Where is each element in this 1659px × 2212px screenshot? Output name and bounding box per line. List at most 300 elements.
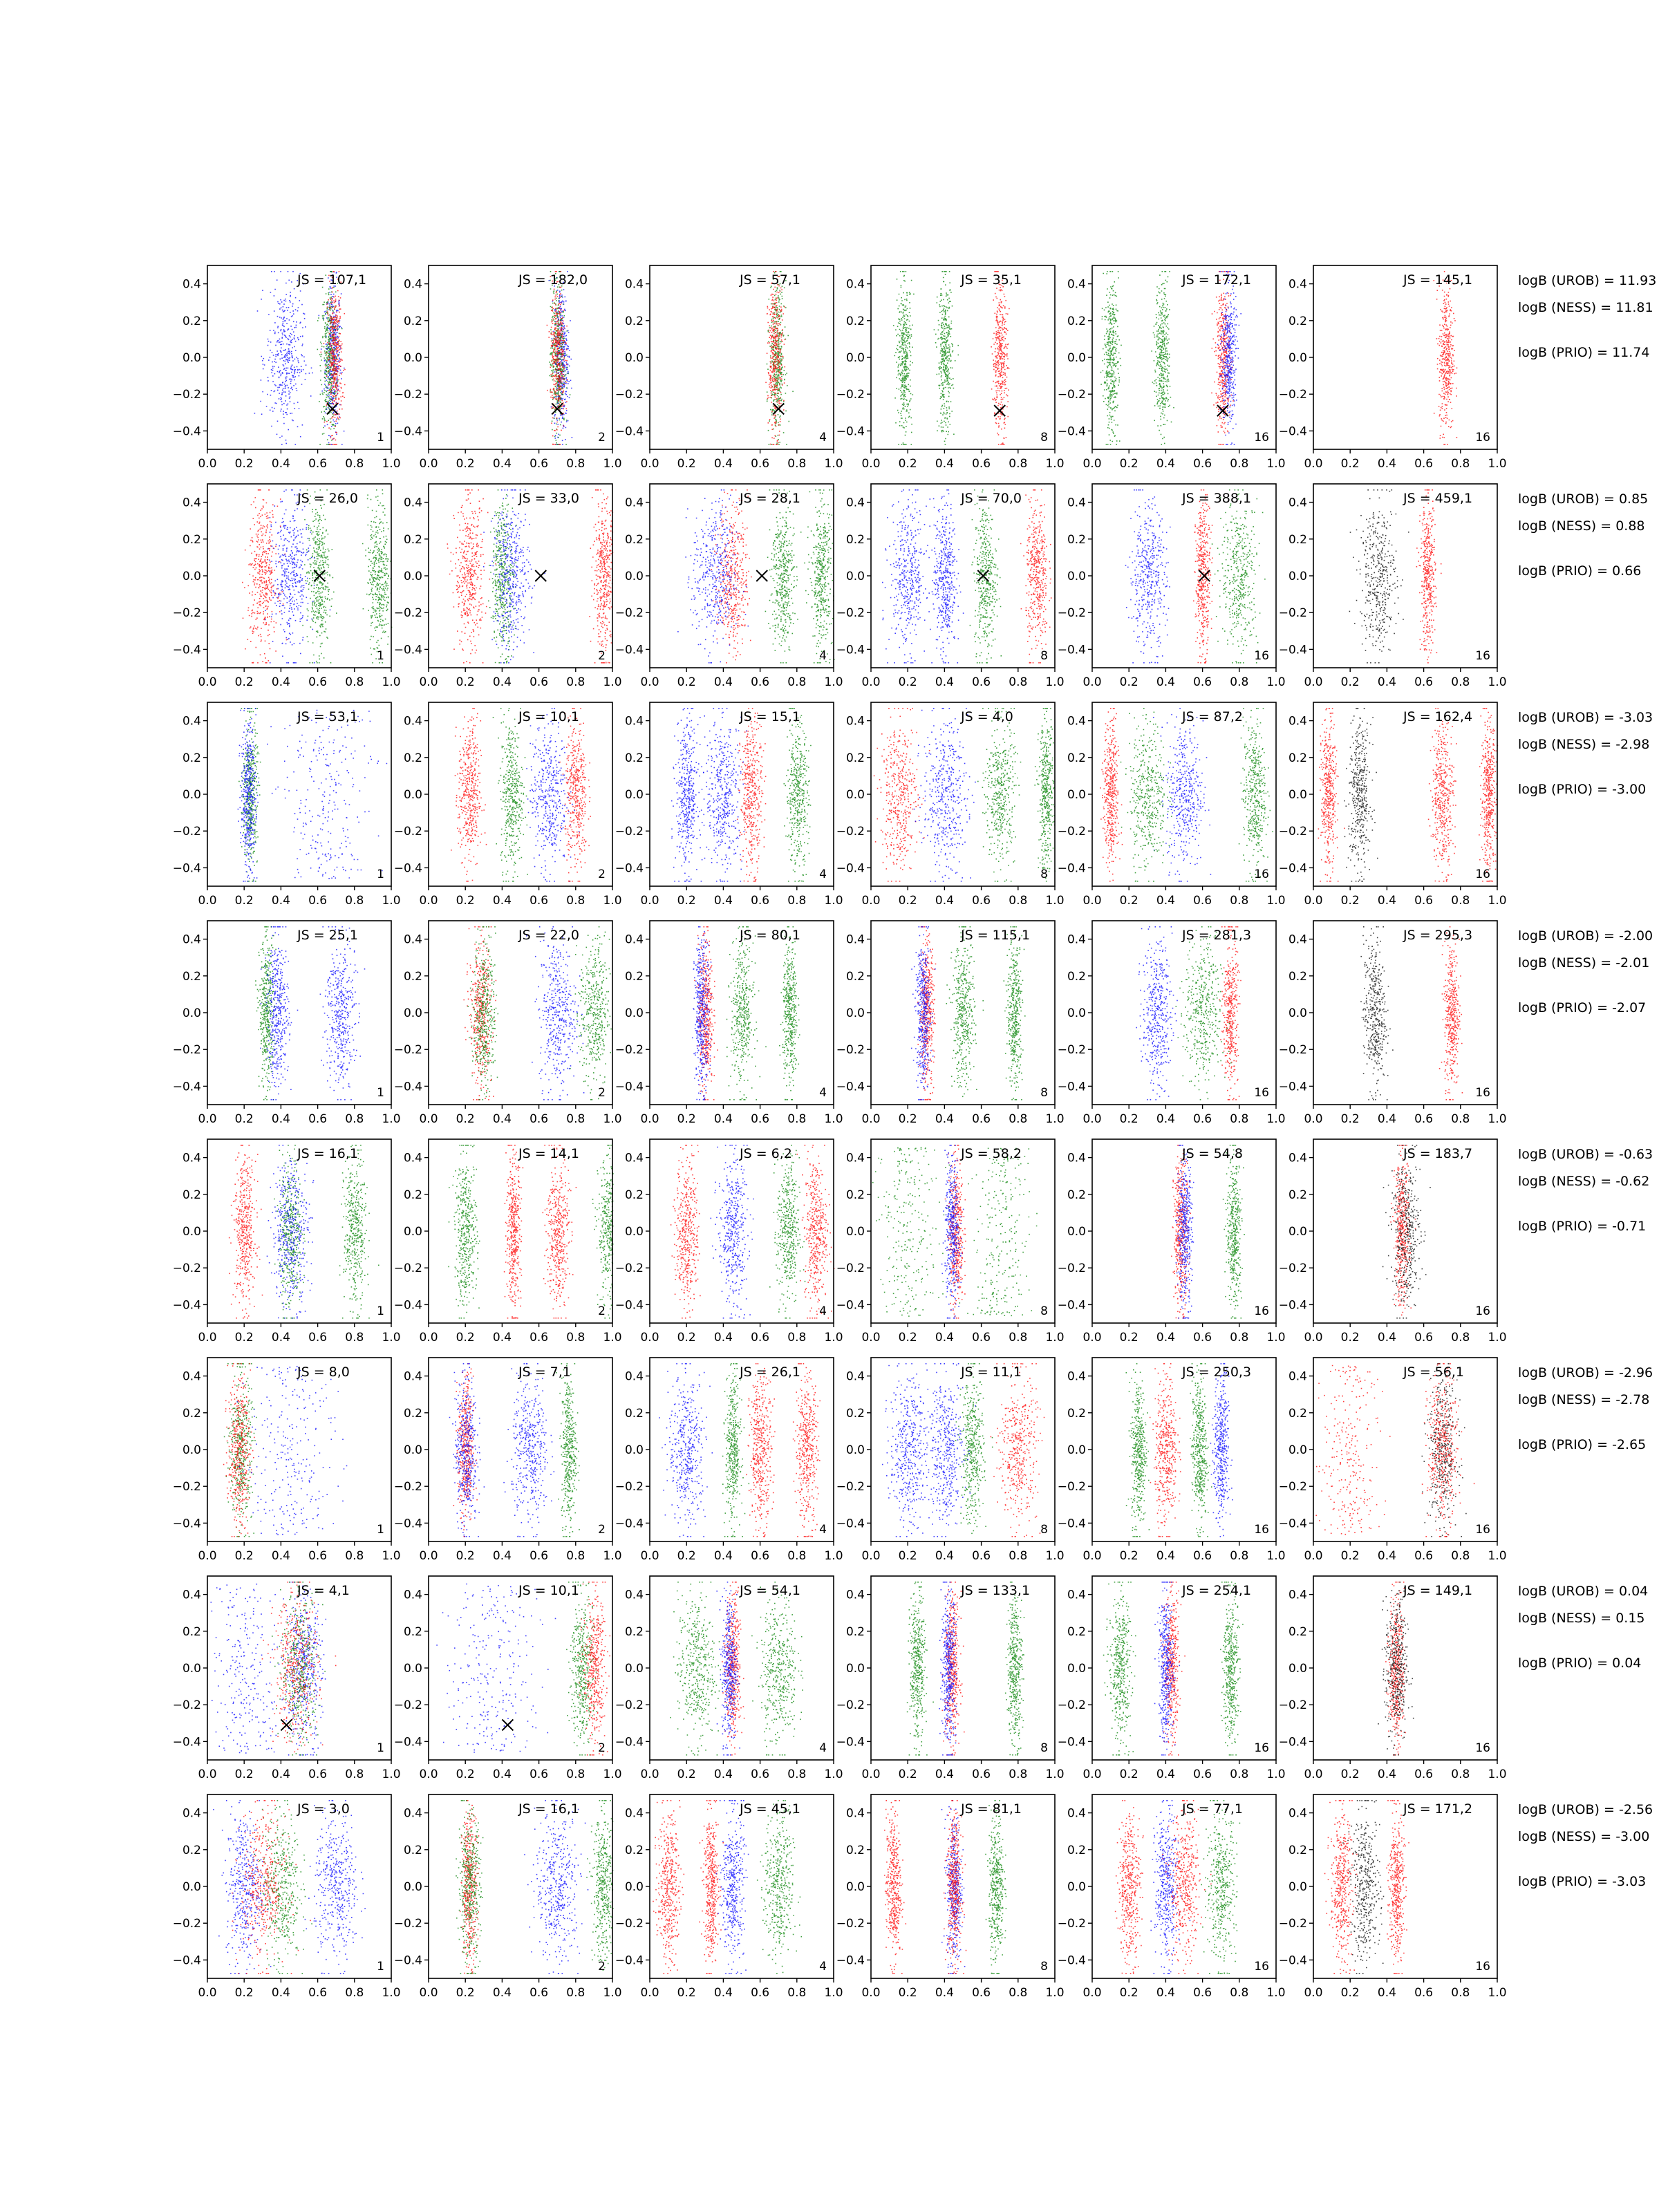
scatter-series-blue xyxy=(213,1800,271,1974)
panel-number: 4 xyxy=(819,1960,827,1974)
x-tick-label: 0.4 xyxy=(271,1986,290,2000)
logb-label: logB (UROB) = 11.93 xyxy=(1518,273,1657,288)
subplot-r3-c3 xyxy=(615,702,843,908)
y-tick-label: 0.0 xyxy=(624,1006,644,1020)
x-tick-label: 0.6 xyxy=(1414,1331,1434,1344)
x-tick-label: 0.2 xyxy=(234,1768,254,1781)
axes-frame xyxy=(429,1794,612,1978)
scatter-series-green xyxy=(448,1145,480,1319)
x-tick-label: 0.0 xyxy=(1082,675,1102,689)
true-value-marker xyxy=(502,1719,513,1730)
x-tick-label: 0.4 xyxy=(1377,1112,1396,1126)
scatter-series-green xyxy=(1100,271,1122,445)
y-tick-label: −0.4 xyxy=(615,861,644,876)
axes-frame xyxy=(207,1139,391,1323)
x-tick-label: 0.2 xyxy=(234,1112,254,1126)
panel-number: 2 xyxy=(598,1086,606,1100)
y-tick-label: 0.4 xyxy=(403,1369,422,1384)
panel-number: 16 xyxy=(1475,649,1490,663)
panel-number: 2 xyxy=(598,431,606,444)
x-tick-label: 0.0 xyxy=(861,457,881,471)
y-tick-label: 0.0 xyxy=(1288,1443,1307,1457)
scatter-series-green xyxy=(977,708,1021,882)
x-tick-label: 0.2 xyxy=(234,894,254,908)
x-tick-label: 0.4 xyxy=(271,1549,290,1563)
js-label: JS = 115,1 xyxy=(961,928,1031,943)
x-tick-label: 0.2 xyxy=(234,675,254,689)
y-tick-label: 0.0 xyxy=(624,1662,644,1676)
x-tick-label: 0.4 xyxy=(935,1986,954,2000)
scatter-series-green xyxy=(570,926,612,1100)
x-tick-label: 0.6 xyxy=(1414,1768,1434,1781)
logb-label: logB (UROB) = 0.04 xyxy=(1518,1584,1649,1599)
y-tick-label: 0.4 xyxy=(403,277,422,292)
js-label: JS = 11,1 xyxy=(961,1365,1022,1380)
y-tick-label: 0.2 xyxy=(403,751,422,765)
y-tick-label: −0.2 xyxy=(393,606,422,621)
y-tick-label: 0.4 xyxy=(1067,496,1086,510)
y-tick-label: 0.2 xyxy=(845,1843,865,1857)
panel-number: 1 xyxy=(377,868,384,881)
scatter-series-red xyxy=(1386,1800,1409,1974)
y-tick-label: 0.2 xyxy=(182,314,201,328)
scatter-series-green xyxy=(224,1363,257,1537)
x-tick-label: 1.0 xyxy=(1488,1331,1507,1344)
y-tick-label: −0.2 xyxy=(393,388,422,402)
scatter-series-blue xyxy=(1154,1582,1180,1756)
y-tick-label: 0.0 xyxy=(1067,570,1086,583)
x-tick-label: 0.6 xyxy=(972,1768,991,1781)
x-tick-label: 0.0 xyxy=(861,1112,881,1126)
y-tick-label: 0.2 xyxy=(182,1843,201,1857)
y-tick-label: −0.4 xyxy=(836,643,865,657)
y-tick-label: 0.2 xyxy=(1288,751,1307,765)
x-tick-label: 0.0 xyxy=(419,1112,438,1126)
y-tick-label: −0.2 xyxy=(836,1698,865,1713)
y-tick-label: 0.4 xyxy=(845,1588,865,1602)
js-label: JS = 25,1 xyxy=(297,928,358,943)
logb-label: logB (PRIO) = -2.07 xyxy=(1518,1000,1647,1015)
panel-number: 1 xyxy=(377,431,384,444)
y-tick-label: −0.2 xyxy=(615,1698,644,1713)
subplot-r2-c6 xyxy=(1279,484,1507,689)
y-tick-label: 0.0 xyxy=(845,1006,865,1020)
scatter-series-green xyxy=(751,1582,803,1756)
panel-number: 2 xyxy=(598,1523,606,1537)
y-tick-label: −0.2 xyxy=(172,1043,201,1058)
y-tick-label: −0.4 xyxy=(615,1953,644,1968)
y-tick-label: −0.2 xyxy=(615,1043,644,1058)
x-tick-label: 0.4 xyxy=(271,1112,290,1126)
x-tick-label: 0.0 xyxy=(1304,1331,1323,1344)
scatter-points xyxy=(451,708,591,882)
x-tick-label: 0.8 xyxy=(1451,1331,1470,1344)
subplot-r7-c2 xyxy=(394,1576,622,1781)
axes-frame xyxy=(871,484,1055,668)
x-tick-label: 1.0 xyxy=(382,1549,401,1563)
subplot-r3-c2 xyxy=(394,702,622,908)
js-label: JS = 10,1 xyxy=(518,709,579,724)
y-tick-label: 0.2 xyxy=(1288,1624,1307,1639)
x-tick-label: 0.8 xyxy=(1009,1331,1028,1344)
y-tick-label: 0.4 xyxy=(1288,1588,1307,1602)
scatter-series-green xyxy=(254,1800,312,1974)
y-tick-label: 0.0 xyxy=(845,1662,865,1676)
y-tick-label: 0.2 xyxy=(624,969,644,984)
x-tick-label: 0.6 xyxy=(308,675,328,689)
logb-label: logB (NESS) = -3.00 xyxy=(1518,1829,1650,1844)
js-label: JS = 56,1 xyxy=(1403,1365,1464,1380)
y-tick-label: 0.2 xyxy=(845,751,865,765)
x-tick-label: 0.4 xyxy=(492,675,512,689)
x-tick-label: 1.0 xyxy=(1488,1986,1507,2000)
x-tick-label: 0.0 xyxy=(640,675,659,689)
x-tick-label: 0.8 xyxy=(1009,1768,1028,1781)
scatter-series-green xyxy=(362,489,392,664)
x-tick-label: 0.4 xyxy=(1156,1112,1175,1126)
js-label: JS = 3,0 xyxy=(297,1801,350,1817)
y-tick-label: −0.4 xyxy=(836,1517,865,1531)
subplot-r4-c3 xyxy=(615,921,843,1126)
x-tick-label: 0.8 xyxy=(345,1986,364,2000)
x-tick-label: 0.2 xyxy=(1119,1112,1138,1126)
x-tick-label: 0.4 xyxy=(492,1331,512,1344)
panel-number: 8 xyxy=(1040,431,1048,444)
js-label: JS = 22,0 xyxy=(518,928,579,943)
y-tick-label: −0.4 xyxy=(1057,1517,1086,1531)
y-tick-label: 0.4 xyxy=(624,1806,644,1821)
panel-number: 8 xyxy=(1040,1960,1048,1974)
x-tick-label: 0.8 xyxy=(787,1331,807,1344)
subplot-r6-c3 xyxy=(615,1358,843,1563)
panel-number: 2 xyxy=(598,1741,606,1755)
axes-frame xyxy=(650,702,834,886)
y-tick-label: 0.0 xyxy=(845,351,865,365)
y-tick-label: 0.4 xyxy=(182,277,201,292)
y-tick-label: 0.0 xyxy=(403,788,422,802)
scatter-series-green xyxy=(493,708,528,882)
subplot-r6-c6 xyxy=(1279,1358,1507,1563)
axes-frame xyxy=(871,702,1055,886)
panel-number: 16 xyxy=(1254,1304,1269,1318)
subplot-r4-c1 xyxy=(173,921,401,1126)
x-tick-label: 1.0 xyxy=(603,1112,622,1126)
true-value-marker xyxy=(535,570,546,581)
y-tick-label: −0.4 xyxy=(1057,1298,1086,1313)
x-tick-label: 1.0 xyxy=(603,1768,622,1781)
x-tick-label: 0.8 xyxy=(787,1986,807,2000)
x-tick-label: 1.0 xyxy=(1266,894,1286,908)
x-tick-label: 0.8 xyxy=(787,894,807,908)
scatter-series-red xyxy=(1428,708,1457,882)
scatter-series-red xyxy=(711,489,751,664)
js-label: JS = 14,1 xyxy=(518,1146,579,1161)
x-tick-label: 0.2 xyxy=(898,1986,917,2000)
scatter-series-green xyxy=(946,926,984,1097)
true-value-marker xyxy=(994,405,1005,416)
x-tick-label: 0.0 xyxy=(419,675,438,689)
x-tick-label: 0.0 xyxy=(1082,1986,1102,2000)
axes-frame xyxy=(207,702,391,886)
scatter-series-green xyxy=(722,1363,749,1537)
x-tick-label: 0.8 xyxy=(787,675,807,689)
js-label: JS = 459,1 xyxy=(1403,491,1473,506)
x-tick-label: 0.4 xyxy=(935,1112,954,1126)
x-tick-label: 0.8 xyxy=(1009,675,1028,689)
y-tick-label: 0.0 xyxy=(182,788,201,802)
js-label: JS = 7,1 xyxy=(518,1365,571,1380)
y-tick-label: −0.2 xyxy=(172,606,201,621)
scatter-points xyxy=(1125,489,1266,664)
y-tick-label: 0.4 xyxy=(182,1588,201,1602)
logb-label: logB (UROB) = -3.03 xyxy=(1518,710,1653,725)
x-tick-label: 0.0 xyxy=(640,1331,659,1344)
y-tick-label: 0.0 xyxy=(182,1880,201,1894)
x-tick-label: 1.0 xyxy=(1488,1112,1507,1126)
x-tick-label: 0.4 xyxy=(1377,1549,1396,1563)
x-tick-label: 0.0 xyxy=(1082,1331,1102,1344)
scatter-series-red xyxy=(1416,489,1442,664)
x-tick-label: 0.4 xyxy=(713,894,733,908)
scatter-series-blue xyxy=(914,708,976,882)
y-tick-label: 0.4 xyxy=(624,1588,644,1602)
x-tick-label: 0.8 xyxy=(1451,1768,1470,1781)
scatter-series-red xyxy=(453,1363,478,1537)
js-label: JS = 281,3 xyxy=(1182,928,1252,943)
scatter-series-green xyxy=(872,1147,950,1317)
scatter-series-red xyxy=(653,1800,684,1974)
x-tick-label: 0.8 xyxy=(345,894,364,908)
subplot-r6-c1 xyxy=(173,1358,401,1563)
y-tick-label: −0.4 xyxy=(1057,1735,1086,1750)
x-tick-label: 1.0 xyxy=(1488,675,1507,689)
logb-label: logB (NESS) = 0.88 xyxy=(1518,518,1645,534)
y-tick-label: 0.2 xyxy=(182,1188,201,1202)
x-tick-label: 0.8 xyxy=(1451,1986,1470,2000)
y-tick-label: −0.2 xyxy=(393,1480,422,1494)
x-tick-label: 0.8 xyxy=(1451,675,1470,689)
logb-label: logB (UROB) = -2.96 xyxy=(1518,1365,1653,1380)
y-tick-label: −0.2 xyxy=(1057,1262,1086,1276)
y-tick-label: 0.2 xyxy=(624,1624,644,1639)
scatter-points xyxy=(1360,926,1463,1100)
x-tick-label: 0.0 xyxy=(1082,1768,1102,1781)
x-tick-label: 1.0 xyxy=(603,675,622,689)
scatter-series-red xyxy=(1100,708,1123,882)
scatter-series-green xyxy=(804,489,834,664)
x-tick-label: 0.2 xyxy=(1119,894,1138,908)
x-tick-label: 0.6 xyxy=(1414,675,1434,689)
scatter-points xyxy=(765,271,794,445)
js-label: JS = 171,2 xyxy=(1403,1801,1473,1817)
y-tick-label: −0.4 xyxy=(1278,1953,1307,1968)
scatter-series-green xyxy=(757,1800,802,1974)
panel-number: 16 xyxy=(1475,1086,1490,1100)
scatter-series-red xyxy=(671,1145,701,1319)
scatter-points xyxy=(436,1582,610,1756)
y-tick-label: 0.4 xyxy=(1067,1588,1086,1602)
scatter-series-green xyxy=(985,1800,1006,1974)
scatter-series-black xyxy=(1349,489,1409,664)
y-tick-label: −0.2 xyxy=(1278,1917,1307,1931)
x-tick-label: 1.0 xyxy=(1045,1768,1065,1781)
x-tick-label: 0.2 xyxy=(898,675,917,689)
scatter-series-blue xyxy=(911,926,936,1100)
y-tick-label: 0.0 xyxy=(182,570,201,583)
scatter-series-green xyxy=(784,708,812,882)
x-tick-label: 0.8 xyxy=(787,1549,807,1563)
scatter-series-green xyxy=(955,1363,993,1534)
x-tick-label: 0.8 xyxy=(787,1768,807,1781)
x-tick-label: 0.8 xyxy=(566,894,585,908)
panel-number: 1 xyxy=(377,1086,384,1100)
js-label: JS = 80,1 xyxy=(740,928,800,943)
scatter-points xyxy=(1100,271,1241,445)
x-tick-label: 0.8 xyxy=(566,1112,585,1126)
axes-frame xyxy=(1092,484,1276,668)
y-tick-label: 0.0 xyxy=(182,1225,201,1239)
x-tick-label: 0.0 xyxy=(1082,1112,1102,1126)
y-tick-label: 0.4 xyxy=(403,496,422,510)
scatter-series-blue xyxy=(305,1800,366,1974)
y-tick-label: 0.4 xyxy=(1288,277,1307,292)
x-tick-label: 0.4 xyxy=(1156,1549,1175,1563)
x-tick-label: 0.2 xyxy=(677,1768,696,1781)
scatter-series-green xyxy=(586,1800,613,1971)
subplot-r7-c4 xyxy=(836,1576,1065,1781)
axes-frame xyxy=(650,265,834,449)
x-tick-label: 1.0 xyxy=(382,1986,401,2000)
scatter-series-green xyxy=(566,1582,601,1756)
x-tick-label: 0.6 xyxy=(529,457,549,471)
y-tick-label: −0.2 xyxy=(615,1917,644,1931)
scatter-series-blue xyxy=(237,1366,348,1535)
scatter-series-red xyxy=(543,1145,577,1319)
subplot-r8-c3 xyxy=(615,1794,843,2000)
x-tick-label: 1.0 xyxy=(382,1112,401,1126)
x-tick-label: 0.2 xyxy=(456,457,475,471)
panel-number: 1 xyxy=(377,1960,384,1974)
scatter-series-green xyxy=(934,271,959,445)
scatter-series-blue xyxy=(1210,1363,1233,1537)
panel-number: 8 xyxy=(1040,1304,1048,1318)
x-tick-label: 0.6 xyxy=(308,457,328,471)
x-tick-label: 0.6 xyxy=(529,1331,549,1344)
panel-number: 16 xyxy=(1254,649,1269,663)
scatter-points xyxy=(1315,1363,1474,1537)
scatter-series-green xyxy=(456,1800,483,1974)
y-tick-label: 0.4 xyxy=(182,1806,201,1821)
y-tick-label: 0.0 xyxy=(1288,351,1307,365)
panel-number: 1 xyxy=(377,649,384,663)
scatter-series-red xyxy=(1318,708,1345,882)
js-label: JS = 26,0 xyxy=(297,491,358,506)
x-tick-label: 0.6 xyxy=(1193,1112,1212,1126)
subplot-r5-c4 xyxy=(836,1139,1065,1344)
y-tick-label: 0.4 xyxy=(845,714,865,729)
x-tick-label: 0.0 xyxy=(640,894,659,908)
scatter-series-blue xyxy=(711,1145,754,1319)
x-tick-label: 1.0 xyxy=(1266,1331,1286,1344)
scatter-series-blue xyxy=(882,1363,934,1537)
logb-label: logB (UROB) = -2.00 xyxy=(1518,928,1653,944)
x-tick-label: 0.6 xyxy=(1414,457,1434,471)
scatter-series-green xyxy=(1005,1582,1024,1756)
y-tick-label: 0.2 xyxy=(182,751,201,765)
y-tick-label: −0.4 xyxy=(615,1517,644,1531)
y-tick-label: 0.0 xyxy=(845,788,865,802)
x-tick-label: 0.0 xyxy=(198,1768,217,1781)
scatter-points xyxy=(1324,1800,1409,1974)
subplot-r4-c6 xyxy=(1279,921,1507,1126)
scatter-series-black xyxy=(1344,708,1378,882)
y-tick-label: 0.0 xyxy=(1067,1662,1086,1676)
x-tick-label: 1.0 xyxy=(824,894,843,908)
subplot-r4-c5 xyxy=(1058,921,1286,1126)
subplot-r5-c1 xyxy=(173,1139,401,1344)
logb-label: logB (NESS) = -2.98 xyxy=(1518,737,1650,752)
y-tick-label: 0.0 xyxy=(403,1225,422,1239)
y-tick-label: −0.2 xyxy=(615,1480,644,1494)
x-tick-label: 0.2 xyxy=(456,1768,475,1781)
logb-label: logB (NESS) = -0.62 xyxy=(1518,1174,1650,1189)
scatter-series-blue xyxy=(671,708,711,882)
subplot-r8-c4 xyxy=(836,1794,1065,2000)
y-tick-label: −0.4 xyxy=(393,424,422,439)
y-tick-label: 0.0 xyxy=(182,1662,201,1676)
x-tick-label: 0.4 xyxy=(492,1768,512,1781)
y-tick-label: −0.4 xyxy=(1278,424,1307,439)
y-tick-label: −0.4 xyxy=(1278,643,1307,657)
y-tick-label: 0.2 xyxy=(845,1188,865,1202)
js-label: JS = 16,1 xyxy=(518,1801,579,1817)
y-tick-label: −0.4 xyxy=(1057,1953,1086,1968)
panel-number: 16 xyxy=(1475,868,1490,881)
x-tick-label: 0.6 xyxy=(751,1549,770,1563)
x-tick-label: 0.4 xyxy=(713,457,733,471)
y-tick-label: −0.4 xyxy=(1278,1517,1307,1531)
y-tick-label: −0.2 xyxy=(172,1917,201,1931)
scatter-series-red xyxy=(504,1145,523,1319)
axes-frame xyxy=(1313,1358,1497,1541)
y-tick-label: 0.2 xyxy=(1288,1406,1307,1421)
x-tick-label: 0.2 xyxy=(677,1112,696,1126)
scatter-series-green xyxy=(1201,1800,1240,1974)
x-tick-label: 0.2 xyxy=(1340,1331,1360,1344)
subplot-r5-c6 xyxy=(1279,1139,1507,1344)
y-tick-label: 0.2 xyxy=(182,1406,201,1421)
y-tick-label: 0.4 xyxy=(1067,1151,1086,1165)
x-tick-label: 0.0 xyxy=(1304,1112,1323,1126)
x-tick-label: 0.0 xyxy=(198,894,217,908)
logb-label: logB (NESS) = -2.01 xyxy=(1518,955,1650,971)
y-tick-label: 0.2 xyxy=(1067,1624,1086,1639)
scatter-series-blue xyxy=(716,1582,740,1756)
y-tick-label: 0.2 xyxy=(1067,1188,1086,1202)
scatter-series-green xyxy=(769,1145,805,1319)
scatter-series-green xyxy=(467,926,498,1100)
y-tick-label: 0.2 xyxy=(624,1188,644,1202)
x-tick-label: 0.2 xyxy=(234,1331,254,1344)
scatter-series-red xyxy=(796,1145,834,1319)
scatter-series-blue xyxy=(939,1582,958,1756)
y-tick-label: 0.0 xyxy=(1288,1006,1307,1020)
scatter-series-red xyxy=(1324,1800,1358,1974)
y-tick-label: −0.2 xyxy=(1278,825,1307,839)
x-tick-label: 0.8 xyxy=(345,1549,364,1563)
scatter-series-blue xyxy=(1153,708,1211,882)
scatter-series-red xyxy=(722,1582,744,1756)
